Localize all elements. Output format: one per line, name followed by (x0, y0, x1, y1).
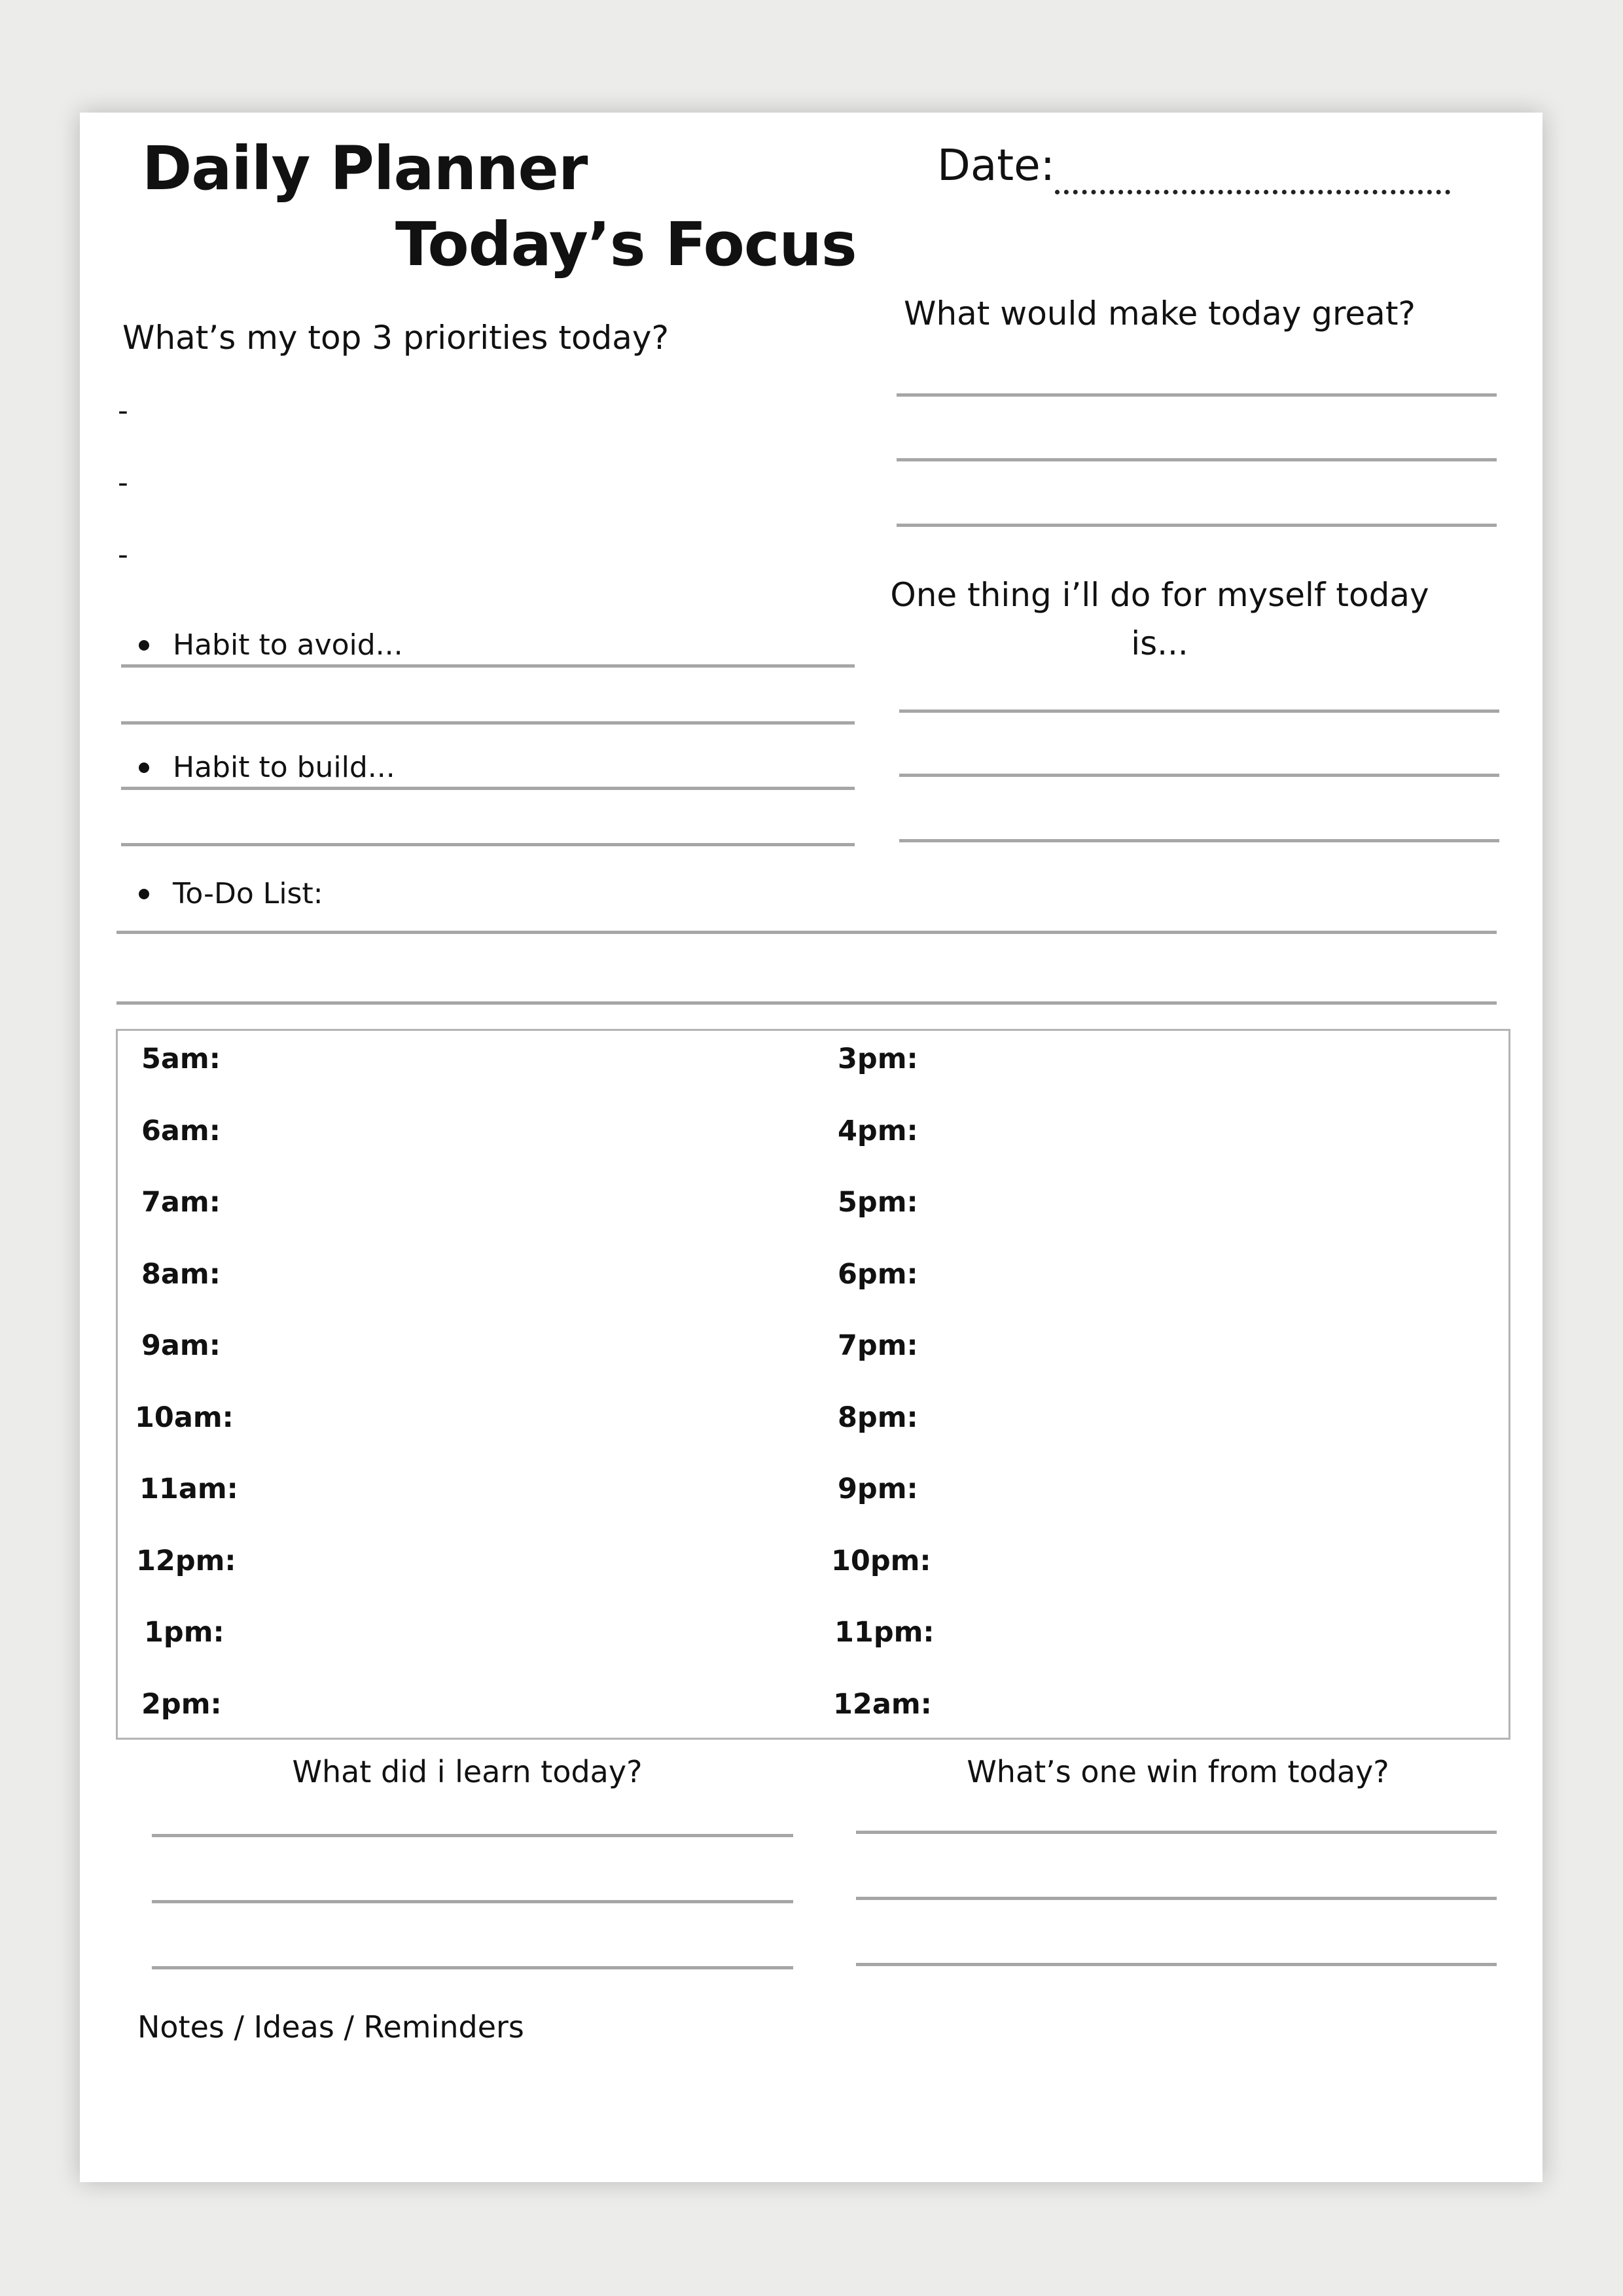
win-line-2[interactable] (856, 1897, 1497, 1900)
priority-dash-2: - (118, 466, 128, 499)
time-slot[interactable]: 12pm: (136, 1545, 236, 1577)
learn-line-3[interactable] (152, 1966, 793, 1969)
time-slot[interactable]: 6pm: (838, 1258, 918, 1291)
great-line-1[interactable] (897, 393, 1497, 397)
time-slot[interactable]: 1pm: (144, 1616, 224, 1649)
learn-line-2[interactable] (152, 1900, 793, 1903)
win-line-1[interactable] (856, 1831, 1497, 1834)
learn-line-1[interactable] (152, 1834, 793, 1837)
time-slot[interactable]: 10am: (135, 1401, 234, 1434)
page-subtitle: Today’s Focus (395, 209, 857, 279)
planner-page (80, 113, 1543, 2182)
self-care-line-2[interactable] (899, 774, 1499, 777)
todo-label: To-Do List: (173, 877, 323, 910)
bullet-icon (139, 762, 149, 773)
self-care-heading (832, 571, 1487, 668)
priorities-heading: What’s my top 3 priorities today? (122, 319, 669, 357)
todo-line-2[interactable] (116, 1001, 1497, 1005)
great-heading: What would make today great? (904, 295, 1416, 332)
time-slot[interactable]: 11am: (139, 1473, 238, 1505)
habit-build-row (139, 751, 395, 784)
habit-avoid-label: Habit to avoid... (173, 628, 403, 662)
great-line-3[interactable] (897, 524, 1497, 527)
habit-build-line-1[interactable] (121, 787, 855, 790)
learn-heading: What did i learn today? (292, 1754, 643, 1789)
win-heading: What’s one win from today? (967, 1754, 1389, 1789)
time-slot[interactable]: 11pm: (834, 1616, 935, 1649)
habit-build-label: Habit to build... (173, 751, 395, 784)
self-care-heading-line-2: is... (1131, 624, 1188, 662)
bullet-icon (139, 640, 149, 651)
time-slot[interactable]: 7am: (141, 1186, 221, 1219)
time-slot[interactable]: 3pm: (838, 1043, 918, 1075)
time-slot[interactable]: 2pm: (141, 1688, 222, 1721)
great-line-2[interactable] (897, 458, 1497, 461)
self-care-heading-line-1: One thing i’ll do for myself today (890, 576, 1429, 614)
hourly-schedule (116, 1029, 1510, 1740)
time-slot[interactable]: 8pm: (838, 1401, 918, 1434)
time-slot[interactable]: 6am: (141, 1115, 221, 1147)
win-line-3[interactable] (856, 1963, 1497, 1966)
priority-dash-1: - (118, 394, 128, 427)
notes-label: Notes / Ideas / Reminders (137, 2009, 524, 2045)
page-title: Daily Planner (142, 134, 588, 204)
time-slot[interactable]: 8am: (141, 1258, 221, 1291)
self-care-line-3[interactable] (899, 839, 1499, 842)
time-slot[interactable]: 9pm: (838, 1473, 918, 1505)
time-slot[interactable]: 9am: (141, 1329, 221, 1362)
notes-area[interactable] (137, 2056, 1486, 2155)
habit-avoid-row (139, 628, 403, 662)
time-slot[interactable]: 7pm: (838, 1329, 918, 1362)
priority-dash-3: - (118, 538, 128, 571)
habit-avoid-line-2[interactable] (121, 721, 855, 725)
time-slot[interactable]: 5pm: (838, 1186, 918, 1219)
time-slot[interactable]: 4pm: (838, 1115, 918, 1147)
date-label: Date: (937, 140, 1055, 190)
time-slot[interactable]: 10pm: (831, 1545, 931, 1577)
todo-row (139, 877, 323, 910)
time-slot[interactable]: 5am: (141, 1043, 221, 1075)
habit-avoid-line-1[interactable] (121, 664, 855, 668)
date-field[interactable] (1055, 190, 1450, 194)
bullet-icon (139, 889, 149, 899)
time-slot[interactable]: 12am: (833, 1688, 932, 1721)
self-care-line-1[interactable] (899, 709, 1499, 713)
habit-build-line-2[interactable] (121, 843, 855, 846)
todo-line-1[interactable] (116, 931, 1497, 934)
